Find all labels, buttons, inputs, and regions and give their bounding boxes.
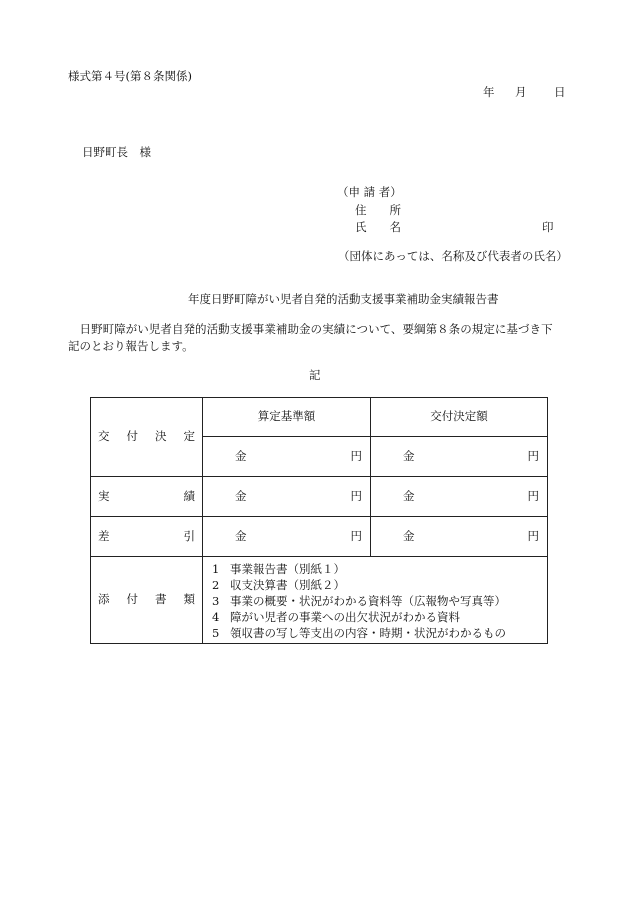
difference-decision-cell: 金 円	[371, 517, 548, 557]
body-text-line-1: 日野町障がい児者自発的活動支援事業補助金の実績について、要綱第８条の規定に基づき下	[68, 322, 553, 336]
decision-amount-cell: 金 円	[371, 437, 548, 477]
decision-label: 交 付 決 定	[91, 398, 203, 477]
difference-label: 差 引	[91, 517, 203, 557]
body-text-line-2: 記のとおり報告します。	[68, 339, 194, 353]
attachments-label: 添 付 書 類	[91, 557, 203, 644]
list-item: 3 事業の概要・状況がわかる資料等（広報物や写真等）	[212, 594, 506, 608]
date-day: 日	[554, 85, 566, 99]
date-month: 月	[515, 85, 527, 99]
ki-mark: 記	[309, 368, 321, 382]
standard-amount-header: 算定基準額	[203, 398, 371, 437]
actual-label: 実 績	[91, 477, 203, 517]
list-item: 4 障がい児者の事業への出欠状況がわかる資料	[212, 610, 460, 624]
date-year: 年	[483, 85, 495, 99]
table-row-decision-header	[91, 398, 548, 437]
applicant-heading: （申 請 者）	[337, 185, 402, 199]
addressee: 日野町長 様	[82, 145, 151, 159]
standard-amount-cell: 金 円	[203, 437, 371, 477]
table-row-actual	[91, 477, 548, 517]
form-number: 様式第４号(第８条関係)	[68, 69, 192, 83]
applicant-note: （団体にあっては、名称及び代表者の氏名）	[338, 249, 568, 263]
attachments-list	[203, 557, 548, 644]
document-title: 年度日野町障がい児者自発的活動支援事業補助金実績報告書	[188, 292, 499, 306]
name-label: 氏 名	[355, 220, 401, 234]
difference-standard-cell: 金 円	[203, 517, 371, 557]
list-item: 2 収支決算書（別紙２）	[212, 578, 345, 592]
actual-decision-cell: 金 円	[371, 477, 548, 517]
table-row-attachments	[91, 557, 548, 644]
decision-amount-header: 交付決定額	[371, 398, 548, 437]
list-item: 1 事業報告書（別紙１）	[212, 562, 345, 576]
list-item: 5 領収書の写し等支出の内容・時期・状況がわかるもの	[212, 626, 506, 640]
actual-standard-cell: 金 円	[203, 477, 371, 517]
report-table	[90, 397, 548, 644]
table-row-difference	[91, 517, 548, 557]
seal-mark: 印	[542, 220, 554, 234]
address-label: 住 所	[355, 203, 401, 217]
